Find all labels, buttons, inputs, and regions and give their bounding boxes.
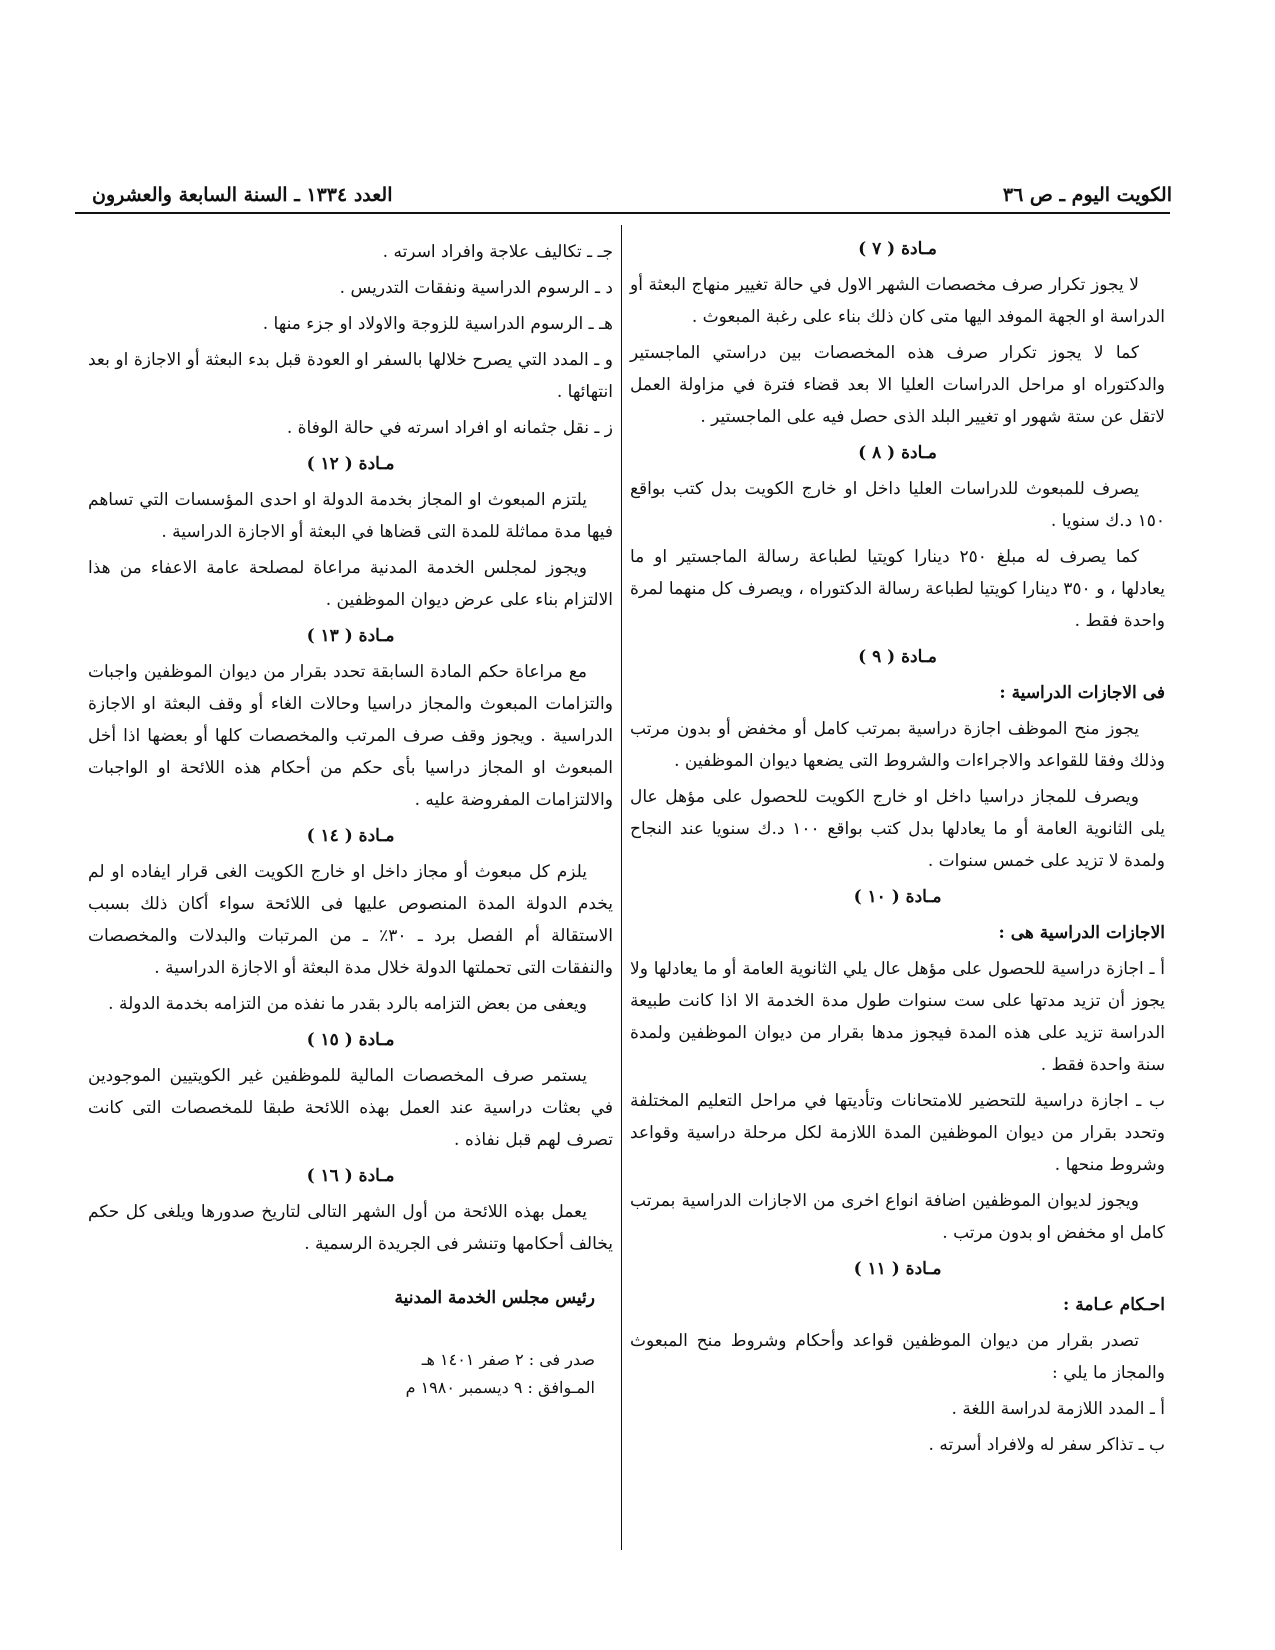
- article-heading: مـادة ( ١٦ ): [306, 1166, 395, 1186]
- list-item: و ـ المدد التي يصرح خلالها بالسفر او العودة قبل بدء البعثة أو الاجازة او بعد انتهائها .: [88, 350, 613, 402]
- paragraph: مع مراعاة حكم المادة السابقة تحدد بقرار من ديوان الموظفين واجبات والتزامات المبعوث والمجاز دراسيا وحالات الغاء أو وقف البعثة او الاجازة الدراسية . ويجوز وقف صرف المرتب والمخصصات كلها أو بعضها اذا أخل المبعوث او المجاز دراسيا بأى حكم من أحكام هذه اللائحة او الواجبات والالتزامات المفروضة عليه .: [88, 662, 613, 810]
- list-item: ز ـ نقل جثمانه او افراد اسرته في حالة الوفاة .: [286, 418, 613, 438]
- paragraph: ويجوز لديوان الموظفين اضافة انواع اخرى من الاجازات الدراسية بمرتب كامل او مخفض او بدون مرتب .: [630, 1191, 1165, 1243]
- article-heading: مـادة ( ١٢ ): [306, 454, 395, 474]
- list-item: هـ ـ الرسوم الدراسية للزوجة والاولاد او جزء منها .: [262, 314, 613, 334]
- page-header: [92, 182, 1172, 208]
- issue-date-block: [88, 1346, 613, 1402]
- column-divider: [621, 225, 622, 1550]
- article-heading: مـادة ( ٨ ): [858, 443, 937, 463]
- article-heading: مـادة ( ١٤ ): [306, 826, 395, 846]
- list-item: جـ ـ تكاليف علاجة وافراد اسرته .: [382, 242, 613, 262]
- list-item: أ ـ اجازة دراسية للحصول على مؤهل عال يلي الثانوية العامة أو ما يعادلها ولا يجوز أن تزيد مدتها على ست سنوات طول مدة الخدمة الا اذا كانت طبيعة الدراسة تزيد على هذه المدة فيجوز مدها بقرار من ديوان الموظفين ولمدة سنة واحدة فقط .: [630, 959, 1165, 1075]
- left-column: [88, 236, 613, 1402]
- section-heading: احـكام عـامة :: [1063, 1295, 1165, 1315]
- article-heading: مـادة ( ٩ ): [858, 647, 937, 667]
- paragraph: يجوز منح الموظف اجازة دراسية بمرتب كامل أو مخفض أو بدون مرتب وذلك وفقا للقواعد والاجراءات والشروط التى يضعها ديوان الموظفين .: [630, 719, 1165, 771]
- list-item: د ـ الرسوم الدراسية ونفقات التدريس .: [339, 278, 613, 298]
- paragraph: يصرف للمبعوث للدراسات العليا داخل او خارج الكويت بدل كتب بواقع ١٥٠ د.ك سنويا .: [630, 479, 1165, 531]
- article-heading: مـادة ( ١١ ): [853, 1259, 942, 1279]
- article-heading: مـادة ( ٧ ): [858, 239, 937, 259]
- list-item: ب ـ تذاكر سفر له ولافراد أسرته .: [928, 1435, 1165, 1455]
- paragraph: لا يجوز تكرار صرف مخصصات الشهر الاول في حالة تغيير منهاج البعثة أو الدراسة او الجهة الموفد اليها متى كان ذلك بناء على رغبة المبعوث .: [630, 275, 1165, 327]
- paragraph: كما يصرف له مبلغ ٢٥٠ دينارا كويتيا لطباعة رسالة الماجستير او ما يعادلها ، و ٣٥٠ دينارا كويتيا لطباعة رسالة الدكتوراه ، ويصرف كل منهما لمرة واحدة فقط .: [630, 547, 1165, 631]
- corresponding-date: المـوافق : ٩ ديسمبر ١٩٨٠ م: [405, 1378, 595, 1397]
- paragraph: يعمل بهذه اللائحة من أول الشهر التالى لتاريخ صدورها ويلغى كل حكم يخالف أحكامها وتنشر فى الجريدة الرسمية .: [88, 1202, 613, 1254]
- paragraph: كما لا يجوز تكرار صرف هذه المخصصات بين دراستي الماجستير والدكتوراه او مراحل الدراسات العليا الا بعد قضاء فترة في مزاولة العمل لاتقل عن ستة شهور او تغيير البلد الذى حصل فيه على الماجستير .: [630, 343, 1165, 427]
- paragraph: يلزم كل مبعوث أو مجاز داخل او خارج الكويت الغى قرار ايفاده او لم يخدم الدولة المدة المنصوص عليها فى اللائحة سواء أكان ذلك بسبب الاستقالة أم الفصل برد ـ ٣٠٪ ـ من المرتبات والبدلات والمخصصات والنفقات التى تحملتها الدولة خلال مدة البعثة أو الاجازة الدراسية .: [88, 862, 613, 978]
- list-item: أ ـ المدد اللازمة لدراسة اللغة .: [951, 1399, 1165, 1419]
- header-publication: الكويت اليوم ـ ص ٣٦: [1002, 184, 1172, 206]
- paragraph: ويصرف للمجاز دراسيا داخل او خارج الكويت للحصول على مؤهل عال يلى الثانوية العامة أو ما يعادلها بدل كتب بواقع ١٠٠ د.ك سنويا عند النجاح ولمدة لا تزيد على خمس سنوات .: [630, 787, 1166, 871]
- list-item: ب ـ اجازة دراسية للتحضير للامتحانات وتأديتها في مراحل التعليم المختلفة وتحدد بقرار من ديوان الموظفين المدة اللازمة لكل مرحلة دراسية وقواعد وشروط منحها .: [630, 1091, 1165, 1175]
- section-heading: الاجازات الدراسية هى :: [998, 923, 1165, 943]
- right-column: [630, 233, 1165, 1465]
- section-heading: فى الاجازات الدراسية :: [999, 683, 1165, 703]
- header-issue: العدد ١٣٣٤ ـ السنة السابعة والعشرون: [92, 184, 393, 206]
- article-heading: مـادة ( ١٣ ): [306, 626, 395, 646]
- paragraph: يلتزم المبعوث او المجاز بخدمة الدولة او احدى المؤسسات التي تساهم فيها مدة مماثلة للمدة التى قضاها في البعثة أو الاجازة الدراسية .: [88, 490, 613, 542]
- paragraph: ويجوز لمجلس الخدمة المدنية مراعاة لمصلحة عامة الاعفاء من هذا الالتزام بناء على عرض ديوان الموظفين .: [88, 558, 613, 610]
- article-heading: مـادة ( ١٥ ): [306, 1030, 395, 1050]
- article-heading: مـادة ( ١٠ ): [853, 887, 942, 907]
- paragraph: ويعفى من بعض التزامه بالرد بقدر ما نفذه من التزامه بخدمة الدولة .: [108, 994, 587, 1014]
- signature: رئيس مجلس الخدمة المدنية: [394, 1288, 595, 1308]
- left-column-body: [88, 236, 613, 1260]
- issued-date: صدر فى : ٢ صفر ١٤٠١ هـ: [421, 1350, 595, 1369]
- paragraph: يستمر صرف المخصصات المالية للموظفين غير الكويتيين الموجودين في بعثات دراسية عند العمل بهذه اللائحة طبقا للمخصصات التى كانت تصرف لهم قبل نفاذه .: [88, 1066, 613, 1150]
- header-rule: [75, 212, 1170, 214]
- paragraph: تصدر بقرار من ديوان الموظفين قواعد وأحكام وشروط منح المبعوث والمجاز ما يلي :: [630, 1331, 1165, 1383]
